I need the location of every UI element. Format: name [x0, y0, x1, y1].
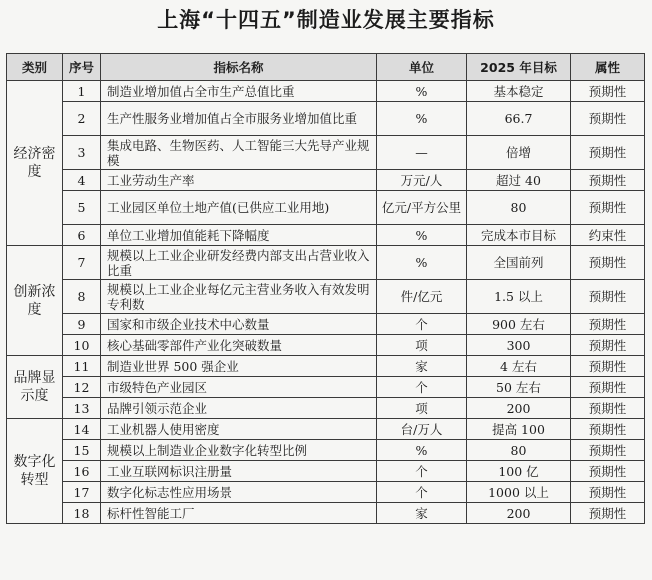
indicator-attribute: 预期性: [571, 377, 645, 398]
row-index: 10: [63, 335, 101, 356]
table-row: [7, 440, 645, 461]
table-body: [7, 81, 645, 524]
indicator-unit: 万元/人: [377, 170, 467, 191]
indicator-attribute: 预期性: [571, 461, 645, 482]
indicator-table: [6, 53, 645, 524]
indicator-target: 4 左右: [467, 356, 571, 377]
category-cell: 数字化转型: [7, 419, 63, 524]
table-row: [7, 81, 645, 102]
header-category: 类别: [7, 54, 63, 81]
indicator-attribute: 预期性: [571, 81, 645, 102]
header-index: 序号: [63, 54, 101, 81]
indicator-unit: %: [377, 225, 467, 246]
row-index: 5: [63, 191, 101, 225]
indicator-name: 国家和市级企业技术中心数量: [101, 314, 377, 335]
indicator-unit: %: [377, 246, 467, 280]
indicator-name: 集成电路、生物医药、人工智能三大先导产业规模: [101, 136, 377, 170]
row-index: 8: [63, 280, 101, 314]
indicator-target: 1000 以上: [467, 482, 571, 503]
indicator-target: 全国前列: [467, 246, 571, 280]
indicator-name: 单位工业增加值能耗下降幅度: [101, 225, 377, 246]
indicator-attribute: 预期性: [571, 419, 645, 440]
category-cell: 经济密度: [7, 81, 63, 246]
indicator-name: 工业园区单位土地产值(已供应工业用地): [101, 191, 377, 225]
indicator-unit: 个: [377, 461, 467, 482]
header-unit: 单位: [377, 54, 467, 81]
indicator-target: 200: [467, 503, 571, 524]
indicator-attribute: 约束性: [571, 225, 645, 246]
header-attribute: 属性: [571, 54, 645, 81]
table-row: [7, 461, 645, 482]
row-index: 16: [63, 461, 101, 482]
indicator-unit: 个: [377, 482, 467, 503]
indicator-attribute: 预期性: [571, 246, 645, 280]
indicator-target: 1.5 以上: [467, 280, 571, 314]
table-row: [7, 335, 645, 356]
indicator-attribute: 预期性: [571, 440, 645, 461]
indicator-attribute: 预期性: [571, 280, 645, 314]
indicator-name: 生产性服务业增加值占全市服务业增加值比重: [101, 102, 377, 136]
table-row: [7, 377, 645, 398]
indicator-name: 工业互联网标识注册量: [101, 461, 377, 482]
indicator-target: 完成本市目标: [467, 225, 571, 246]
header-target: 2025 年目标: [467, 54, 571, 81]
row-index: 3: [63, 136, 101, 170]
indicator-target: 66.7: [467, 102, 571, 136]
indicator-attribute: 预期性: [571, 136, 645, 170]
indicator-name: 规模以上工业企业研发经费内部支出占营业收入比重: [101, 246, 377, 280]
table-row: [7, 246, 645, 280]
indicator-target: 80: [467, 440, 571, 461]
indicator-attribute: 预期性: [571, 482, 645, 503]
indicator-unit: %: [377, 102, 467, 136]
table-row: [7, 314, 645, 335]
row-index: 12: [63, 377, 101, 398]
indicator-attribute: 预期性: [571, 398, 645, 419]
row-index: 1: [63, 81, 101, 102]
indicator-attribute: 预期性: [571, 170, 645, 191]
row-index: 17: [63, 482, 101, 503]
indicator-target: 超过 40: [467, 170, 571, 191]
table-row: [7, 356, 645, 377]
header-name: 指标名称: [101, 54, 377, 81]
table-row: [7, 503, 645, 524]
indicator-name: 工业劳动生产率: [101, 170, 377, 191]
indicator-attribute: 预期性: [571, 191, 645, 225]
indicator-target: 提高 100: [467, 419, 571, 440]
indicator-name: 制造业增加值占全市生产总值比重: [101, 81, 377, 102]
indicator-name: 规模以上制造业企业数字化转型比例: [101, 440, 377, 461]
table-row: [7, 280, 645, 314]
indicator-unit: 亿元/平方公里: [377, 191, 467, 225]
indicator-name: 制造业世界 500 强企业: [101, 356, 377, 377]
table-row: [7, 136, 645, 170]
indicator-unit: %: [377, 440, 467, 461]
indicator-unit: 个: [377, 377, 467, 398]
indicator-name: 核心基础零部件产业化突破数量: [101, 335, 377, 356]
indicator-unit: %: [377, 81, 467, 102]
table-row: [7, 398, 645, 419]
indicator-name: 规模以上工业企业每亿元主营业务收入有效发明专利数: [101, 280, 377, 314]
indicator-name: 标杆性智能工厂: [101, 503, 377, 524]
indicator-unit: 台/万人: [377, 419, 467, 440]
indicator-attribute: 预期性: [571, 335, 645, 356]
indicator-unit: 项: [377, 398, 467, 419]
row-index: 7: [63, 246, 101, 280]
indicator-name: 市级特色产业园区: [101, 377, 377, 398]
table-row: [7, 482, 645, 503]
table-row: [7, 170, 645, 191]
indicator-unit: 家: [377, 356, 467, 377]
indicator-attribute: 预期性: [571, 356, 645, 377]
category-cell: 品牌显示度: [7, 356, 63, 419]
indicator-unit: 项: [377, 335, 467, 356]
indicator-target: 200: [467, 398, 571, 419]
indicator-attribute: 预期性: [571, 503, 645, 524]
indicator-target: 900 左右: [467, 314, 571, 335]
row-index: 14: [63, 419, 101, 440]
indicator-target: 80: [467, 191, 571, 225]
row-index: 9: [63, 314, 101, 335]
indicator-attribute: 预期性: [571, 314, 645, 335]
row-index: 6: [63, 225, 101, 246]
category-cell: 创新浓度: [7, 246, 63, 356]
indicator-name: 工业机器人使用密度: [101, 419, 377, 440]
indicator-target: 50 左右: [467, 377, 571, 398]
table-row: [7, 419, 645, 440]
indicator-target: 300: [467, 335, 571, 356]
table-header-row: [7, 54, 645, 81]
indicator-unit: 家: [377, 503, 467, 524]
row-index: 11: [63, 356, 101, 377]
row-index: 2: [63, 102, 101, 136]
row-index: 13: [63, 398, 101, 419]
indicator-target: 倍增: [467, 136, 571, 170]
indicator-target: 基本稳定: [467, 81, 571, 102]
table-row: [7, 102, 645, 136]
table-row: [7, 225, 645, 246]
indicator-unit: 件/亿元: [377, 280, 467, 314]
indicator-name: 品牌引领示范企业: [101, 398, 377, 419]
indicator-name: 数字化标志性应用场景: [101, 482, 377, 503]
row-index: 15: [63, 440, 101, 461]
indicator-unit: —: [377, 136, 467, 170]
indicator-attribute: 预期性: [571, 102, 645, 136]
row-index: 4: [63, 170, 101, 191]
table-row: [7, 191, 645, 225]
row-index: 18: [63, 503, 101, 524]
indicator-unit: 个: [377, 314, 467, 335]
page-title: 上海“十四五”制造业发展主要指标: [157, 8, 495, 32]
indicator-target: 100 亿: [467, 461, 571, 482]
